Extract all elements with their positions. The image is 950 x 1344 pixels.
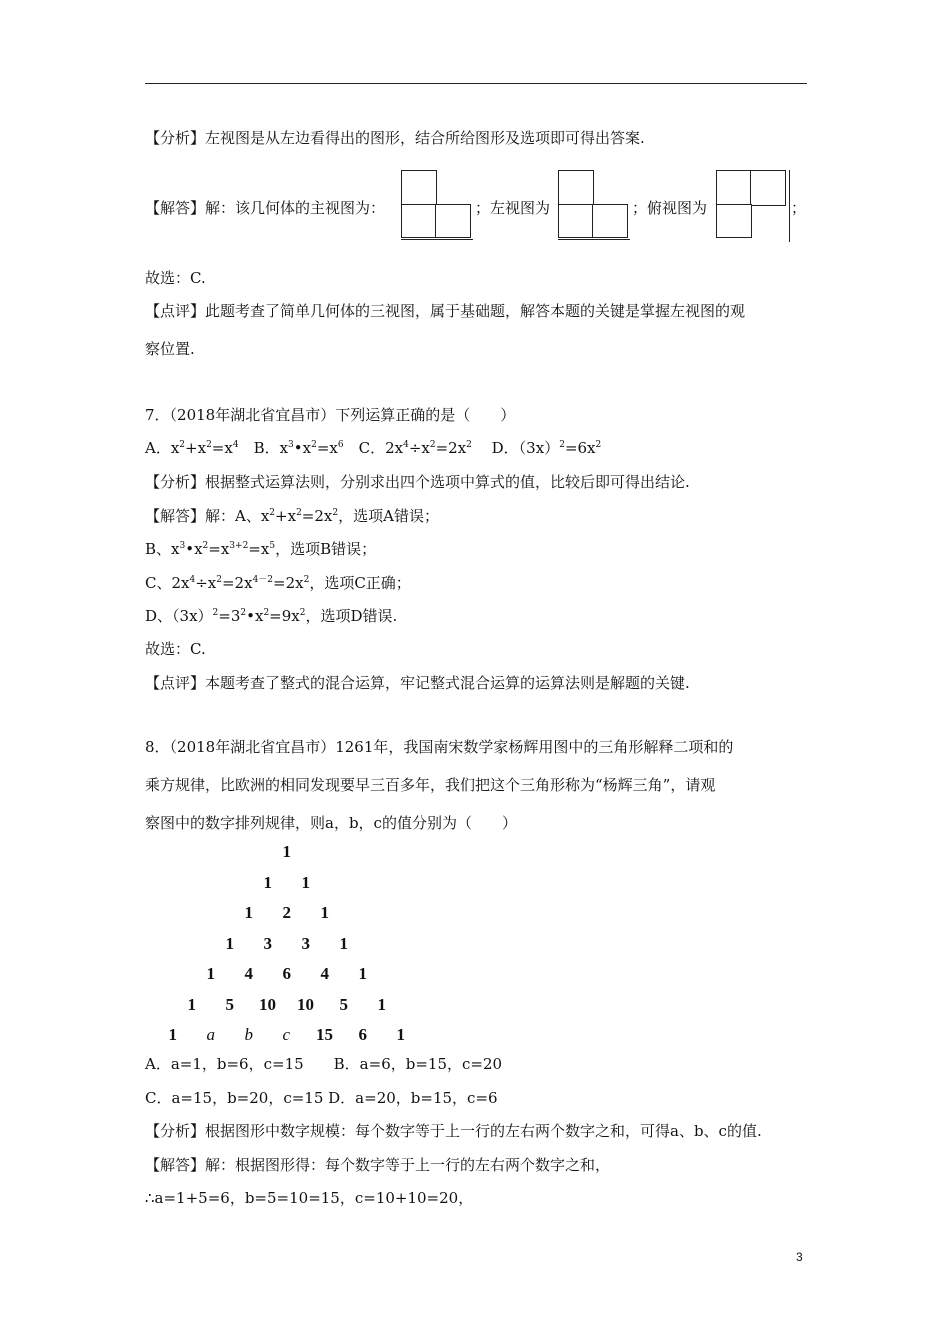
q6-comment-line2: 察位置. [145, 340, 195, 358]
triangle-number: b [244, 1025, 253, 1044]
q8-answer: 【解答】解：根据图形得：每个数字等于上一行的左右两个数字之和， [145, 1156, 611, 1174]
triangle-number: 15 [316, 1025, 333, 1044]
triangle-number: 5 [339, 994, 348, 1014]
q8-calc: ∴a=1+5=6，b=5=10=15，c=10+10=20， [145, 1189, 474, 1207]
q7-comment: 【点评】本题考查了整式的混合运算，牢记整式混合运算的运算法则是解题的关键. [145, 674, 690, 692]
q6-comment-line1: 【点评】此题考查了简单几何体的三视图，属于基础题，解答本题的关键是掌握左视图的观 [145, 302, 746, 320]
top-view-label: ；俯视图为 [632, 199, 708, 217]
left-view-label: ；左视图为 [475, 199, 551, 217]
triangle-number: 1 [377, 994, 386, 1014]
triangle-number: 1 [187, 994, 196, 1014]
q7-solution-a: 【解答】解：A、$x^2+x^2=2x^2$，选项A错误； [145, 507, 439, 525]
triangle-number: 6 [358, 1025, 367, 1044]
q7-solution-d: D、$(3x)^2=3^2•x^2=9x^2$，选项D错误. [145, 607, 398, 625]
front-view-figure [401, 170, 473, 242]
triangle-number: 1 [225, 933, 234, 953]
q8-analysis: 【分析】根据图形中数字规模：每个数字等于上一行的左右两个数字之和，可得a、b、c的值. [145, 1122, 762, 1140]
triangle-number: a [206, 1025, 215, 1044]
q6-choice: 故选：C. [145, 269, 206, 287]
header-rule [145, 83, 807, 84]
triangle-number: 3 [301, 933, 310, 953]
q7-analysis: 【分析】根据整式运算法则，分别求出四个选项中算式的值，比较后即可得出结论. [145, 473, 690, 491]
left-view-figure [558, 170, 630, 242]
q7-solution-c: C、$2x^4\div x^2=2x^{4-2}=2x^2$，选项C正确； [145, 574, 411, 592]
q7-choice: 故选：C. [145, 640, 206, 658]
page-number: 3 [796, 1250, 803, 1264]
triangle-number: 10 [297, 994, 314, 1014]
end-semicolon: ； [791, 199, 807, 217]
triangle-number: 1 [396, 1025, 405, 1044]
q6-analysis: 【分析】左视图是从左边看得出的图形，结合所给图形及选项即可得出答案. [145, 129, 645, 147]
triangle-number: 1 [168, 1025, 177, 1044]
q8-options-line1: A．a=1，b=6，c=15 B．a=6，b=15，c=20 [145, 1055, 503, 1073]
triangle-number: 10 [259, 994, 276, 1014]
triangle-number: 6 [282, 964, 291, 983]
triangle-number: 3 [263, 933, 272, 953]
triangle-number: 1 [206, 964, 215, 983]
q7-options: A．$x^2+x^2=x^4$ B．$x^3•x^2=x^6$ C．$2x^4\div x^2=2x^2$ D．$(3x)^2=6x^2$ [145, 439, 602, 457]
triangle-number: 2 [282, 903, 291, 922]
q6-answer-prefix: 【解答】解：该几何体的主视图为： [145, 199, 386, 217]
triangle-number: 1 [358, 964, 367, 983]
triangle-number: c [282, 1025, 291, 1044]
q8-options-line2: C．a=15，b=20，c=15 D．a=20，b=15，c=6 [145, 1089, 498, 1107]
triangle-number: 1 [339, 933, 348, 953]
q8-stem-line3: 察图中的数字排列规律，则a，b，c的值分别为（ ） [145, 814, 517, 832]
triangle-number: 4 [320, 964, 329, 983]
q8-stem-line1: 8．（2018年湖北省宜昌市）1261年，我国南宋数学家杨辉用图中的三角形解释二项和的 [145, 738, 734, 756]
top-view-figure [716, 170, 792, 242]
triangle-number: 5 [225, 994, 234, 1014]
triangle-number: 4 [244, 964, 253, 983]
q7-solution-b: B、$x^3•x^2=x^{3+2}=x^5$，选项B错误； [145, 540, 377, 558]
q7-stem: 7．（2018年湖北省宜昌市）下列运算正确的是（ ） [145, 406, 516, 424]
q8-stem-line2: 乘方规律，比欧洲的相同发现要早三百多年，我们把这个三角形称为“杨辉三角”，请观 [145, 776, 716, 794]
triangle-number: 1 [244, 903, 253, 922]
triangle-number: 1 [301, 872, 310, 892]
triangle-number: 1 [263, 872, 272, 892]
triangle-number: 1 [320, 903, 329, 922]
triangle-number: 1 [282, 842, 291, 861]
